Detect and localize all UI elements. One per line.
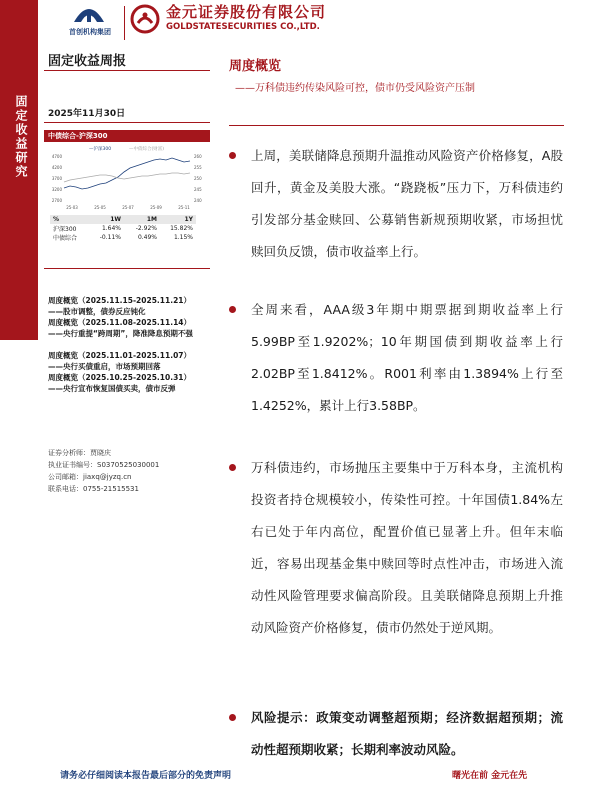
table-cell: 0.49%: [137, 234, 157, 241]
table-header: 1Y: [160, 215, 196, 224]
y-left-tick: 4700: [51, 154, 62, 159]
y-right-tick: 240: [194, 198, 202, 203]
section-title: 周度概览: [229, 59, 282, 74]
table-header: 1M: [124, 215, 160, 224]
side-banner-label: 固定收益研究: [14, 95, 28, 179]
recent-report-title: 周度概览（2025.11.15-2025.11.21）: [48, 296, 192, 305]
x-tick: 25-07: [122, 205, 134, 210]
recent-report-item[interactable]: [48, 295, 212, 317]
divider: [229, 125, 564, 126]
bullet-icon: [229, 464, 236, 471]
recent-report-item[interactable]: [48, 372, 212, 394]
table-header: %: [50, 215, 88, 224]
divider: [44, 70, 210, 71]
table-header-row: [50, 215, 196, 224]
table-cell: 1.64%: [101, 225, 121, 232]
y-left-tick: 4200: [51, 165, 62, 170]
table-header: 1W: [88, 215, 124, 224]
table-cell: -0.11%: [99, 234, 121, 241]
bullet-icon: [229, 152, 236, 159]
x-tick: 25-09: [150, 205, 162, 210]
y-left-tick: 3200: [51, 187, 62, 192]
x-tick: 25-03: [66, 205, 78, 210]
bullet-icon: [229, 306, 236, 313]
paragraph: 上周，美联储降息预期升温推动风险资产价格修复，A股回升，黄金及美股大涨。“跷跷板”压力下，万科债违约引发部分基金赎回、公募销售新规预期收紧，市场担忧赎回负反馈，债市收益率上行。: [251, 148, 563, 259]
partner-emblem-icon: [72, 2, 106, 24]
report-date: 2025年11月30日: [48, 109, 126, 119]
performance-table: [50, 215, 196, 242]
table-cell: 15.82%: [170, 225, 193, 232]
table-cell: 中债综合: [53, 235, 78, 242]
bullet-icon: [229, 714, 236, 721]
y-right-tick: 255: [194, 165, 202, 170]
disclaimer-notice[interactable]: 请务必仔细阅读本报告最后部分的免责声明: [60, 771, 232, 781]
recent-report-desc: ——央行宣布恢复国债买卖，债市反弹: [48, 384, 176, 393]
divider: [44, 268, 210, 269]
paragraph: 万科债违约，市场抛压主要集中于万科本身，主流机构投资者持仓规模较小，传染性可控。十年国债1.84%左右已处于年内高位，配置价值已显著上升。但年末临近，容易出现基金集中赎回等时点性冲击，市场进入流动性风险管理要求偏高阶段。且美联储降息预期上升推动风险资产价格修复，债市仍然处于逆风期。: [251, 460, 563, 635]
table-row: [50, 233, 196, 242]
section-subtitle: ——万科债违约传染风险可控，债市仍受风险资产压制: [235, 83, 475, 94]
analyst-phone: 联系电话：0755-21515531: [48, 485, 139, 493]
risk-warning: 风险提示：政策变动调整超预期；经济数据超预期；流动性超预期收紧；长期利率波动风险。: [251, 710, 563, 757]
recent-report-title: 周度概览（2025.11.01-2025.11.07）: [48, 351, 192, 360]
recent-report-title: 周度概览（2025.11.08-2025.11.14）: [48, 318, 192, 327]
company-name-en: GOLDSTATESECURITIES CO.,LTD.: [166, 22, 320, 32]
recent-report-desc: ——央行买债重启，市场预期回落: [48, 362, 161, 371]
partner-logo: [60, 2, 120, 44]
table-cell: 沪深300: [53, 226, 77, 233]
analyst-license: 执业证书编号：S0370525030001: [48, 461, 160, 469]
analyst-name: 证券分析师：贾晓庆: [48, 449, 111, 457]
report-type: 固定收益周报: [48, 54, 127, 69]
partner-logo-caption: 首创机构集团: [69, 28, 111, 36]
logo-divider: [124, 6, 125, 40]
recent-report-title: 周度概览（2025.10.25-2025.10.31）: [48, 373, 192, 382]
index-chart: [44, 142, 210, 212]
chart-title: 中债综合-沪深300: [48, 132, 108, 140]
x-tick: 25-11: [178, 205, 190, 210]
recent-report-desc: ——股市调整，债券反应钝化: [48, 307, 146, 316]
company-logo-icon: [130, 4, 160, 34]
y-right-tick: 245: [194, 187, 202, 192]
paragraph: 全周来看，AAA级3年期中期票据到期收益率上行5.99BP至1.9202%；10年期国债到期收益率上行2.02BP至1.8412%。R001利率由1.3894%上行至1.4252%，累计上行3.58BP。: [251, 302, 563, 413]
recent-report-item[interactable]: [48, 317, 212, 339]
y-left-tick: 3700: [51, 176, 62, 181]
legend-csi300: —沪深300: [89, 147, 112, 152]
y-right-tick: 260: [194, 154, 202, 159]
analyst-email[interactable]: 公司邮箱：jiaxq@jyzq.cn: [48, 473, 132, 481]
table-row: [50, 224, 196, 233]
legend-bond-index: —中债综合(财富): [129, 147, 165, 152]
recent-report-item[interactable]: [48, 350, 212, 372]
company-name-cn: 金元证券股份有限公司: [166, 3, 327, 21]
bond-index-line: [64, 173, 190, 182]
company-slogan: 曙光在前 金元在先: [452, 771, 528, 781]
recent-report-desc: ——央行重提“跨周期”，降准降息预期不强: [48, 329, 193, 338]
y-left-tick: 2700: [51, 198, 62, 203]
table-cell: -2.92%: [135, 225, 157, 232]
divider: [44, 122, 210, 123]
y-right-tick: 250: [194, 176, 202, 181]
x-tick: 25-05: [94, 205, 106, 210]
table-cell: 1.15%: [173, 234, 193, 241]
